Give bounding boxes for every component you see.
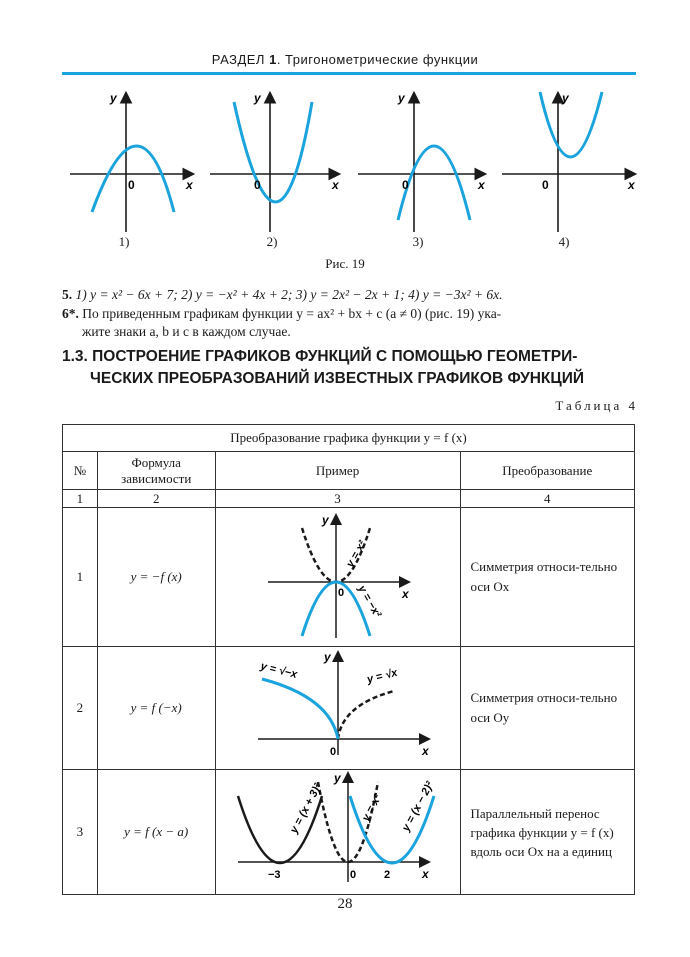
row-formula: y = −f (x): [97, 508, 215, 647]
figure-caption: Рис. 19: [325, 256, 365, 271]
row-transform: Параллельный перенос графика функции y = f (x) вдоль оси Ox на a единиц: [460, 770, 634, 895]
y-axis-label: y: [562, 91, 569, 105]
svg-text:y: y: [321, 513, 329, 527]
running-head-title: . Тригонометрические функции: [276, 52, 479, 67]
table-4: [62, 424, 635, 895]
row-number: 1: [63, 508, 98, 647]
col-number: 4: [460, 490, 634, 508]
page-number: 28: [337, 896, 353, 912]
origin-label: 0: [254, 178, 261, 192]
y-axis-label: y: [254, 91, 261, 105]
curve-sqrt-neg-x: [262, 679, 338, 739]
table-label: Таблица 4: [555, 398, 638, 413]
graph-shift-ox: [218, 770, 458, 890]
panel-label-1: 1): [118, 234, 130, 249]
label-x-minus-2-squared: y = (x − 2)²: [399, 779, 436, 834]
row-example: [215, 770, 460, 895]
table-row: [63, 647, 635, 770]
svg-text:0: 0: [337, 587, 344, 599]
running-head-number: 1: [269, 52, 277, 67]
x-axis-label: x: [628, 178, 635, 192]
x-axis-label: x: [332, 178, 339, 192]
parabola-4: [540, 92, 602, 157]
header-rule: [62, 72, 636, 75]
table-title: Преобразование графика функции y = f (x): [63, 425, 635, 452]
parabola-2: [234, 102, 312, 202]
svg-text:y: y: [333, 771, 341, 785]
header-number: №: [63, 452, 98, 490]
running-head: [0, 52, 690, 67]
row-number: 2: [63, 647, 98, 770]
fig-panel-1: [70, 91, 194, 232]
exercise-5-number: 5.: [62, 287, 73, 302]
row-example: [215, 508, 460, 647]
curve-sqrt-x: [338, 691, 394, 739]
section-heading: [62, 346, 642, 390]
parabola-3: [398, 146, 470, 220]
svg-text:0: 0: [349, 869, 356, 881]
label-neg-x-squared: y = −x²: [354, 583, 383, 620]
table-row: [63, 508, 635, 647]
exercise-6-cont: жите знаки a, b и c в каждом случае.: [82, 324, 291, 339]
fig-panel-4: [502, 91, 636, 232]
row-example: [215, 647, 460, 770]
graph-reflect-ox: [218, 508, 458, 642]
label-x-squared: y = x²: [359, 792, 384, 824]
fig-panel-3: [358, 91, 486, 232]
col-number: 1: [63, 490, 98, 508]
svg-text:x: x: [401, 587, 409, 601]
row-transform: Симметрия относи-тельно оси Ox: [460, 508, 634, 647]
y-axis-label: y: [110, 91, 117, 105]
fig-panel-2: [210, 91, 340, 232]
figure-19: [62, 82, 642, 252]
tick-2: 2: [383, 869, 390, 881]
svg-text:0: 0: [329, 746, 336, 758]
running-head-section: РАЗДЕЛ: [211, 52, 265, 67]
row-number: 3: [63, 770, 98, 895]
svg-text:x: x: [421, 744, 429, 758]
origin-label: 0: [128, 178, 135, 192]
row-formula: y = f (−x): [97, 647, 215, 770]
y-axis-label: y: [398, 91, 405, 105]
label-sqrt-neg-x: y = √−x: [258, 660, 298, 681]
header-formula: Формула зависимости: [97, 452, 215, 490]
tick-minus-3: −3: [267, 869, 281, 881]
row-transform: Симметрия относи-тельно оси Oy: [460, 647, 634, 770]
section-heading-line1: 1.3. ПОСТРОЕНИЕ ГРАФИКОВ ФУНКЦИЙ С ПОМОЩЬЮ ГЕОМЕТРИ-: [62, 348, 578, 365]
svg-text:x: x: [421, 867, 429, 881]
panel-label-3: 3): [412, 234, 424, 249]
exercise-6: [62, 305, 652, 323]
exercise-5-text: 1) y = x² − 6x + 7; 2) y = −x² + 4x + 2; 3) y = 2x² − 2x + 1; 4) y = −3x² + 6x.: [75, 287, 503, 302]
svg-text:y: y: [323, 650, 331, 664]
panel-label-2: 2): [266, 234, 278, 249]
table-row: [63, 770, 635, 895]
header-example: Пример: [215, 452, 460, 490]
row-formula: y = f (x − a): [97, 770, 215, 895]
exercise-6-number: 6*.: [62, 306, 79, 321]
col-number: 2: [97, 490, 215, 508]
origin-label: 0: [542, 178, 549, 192]
label-x-plus-3-squared: y = (x + 3)²: [287, 781, 324, 836]
exercise-6-line1: По приведенным графикам функции y = ax² + bx + c (a ≠ 0) (рис. 19) ука-: [82, 306, 502, 321]
section-heading-line2: ЧЕСКИХ ПРЕОБРАЗОВАНИЙ ИЗВЕСТНЫХ ГРАФИКОВ ФУНКЦИЙ: [90, 370, 584, 387]
x-axis-label: x: [186, 178, 193, 192]
exercise-5: [62, 286, 652, 304]
label-sqrt-x: y = √x: [365, 666, 399, 686]
origin-label: 0: [402, 178, 409, 192]
label-x-squared: y = x²: [343, 538, 369, 570]
x-axis-label: x: [478, 178, 485, 192]
header-transform: Преобразование: [460, 452, 634, 490]
panel-label-4: 4): [558, 234, 570, 249]
col-number: 3: [215, 490, 460, 508]
graph-reflect-oy: [218, 647, 458, 765]
